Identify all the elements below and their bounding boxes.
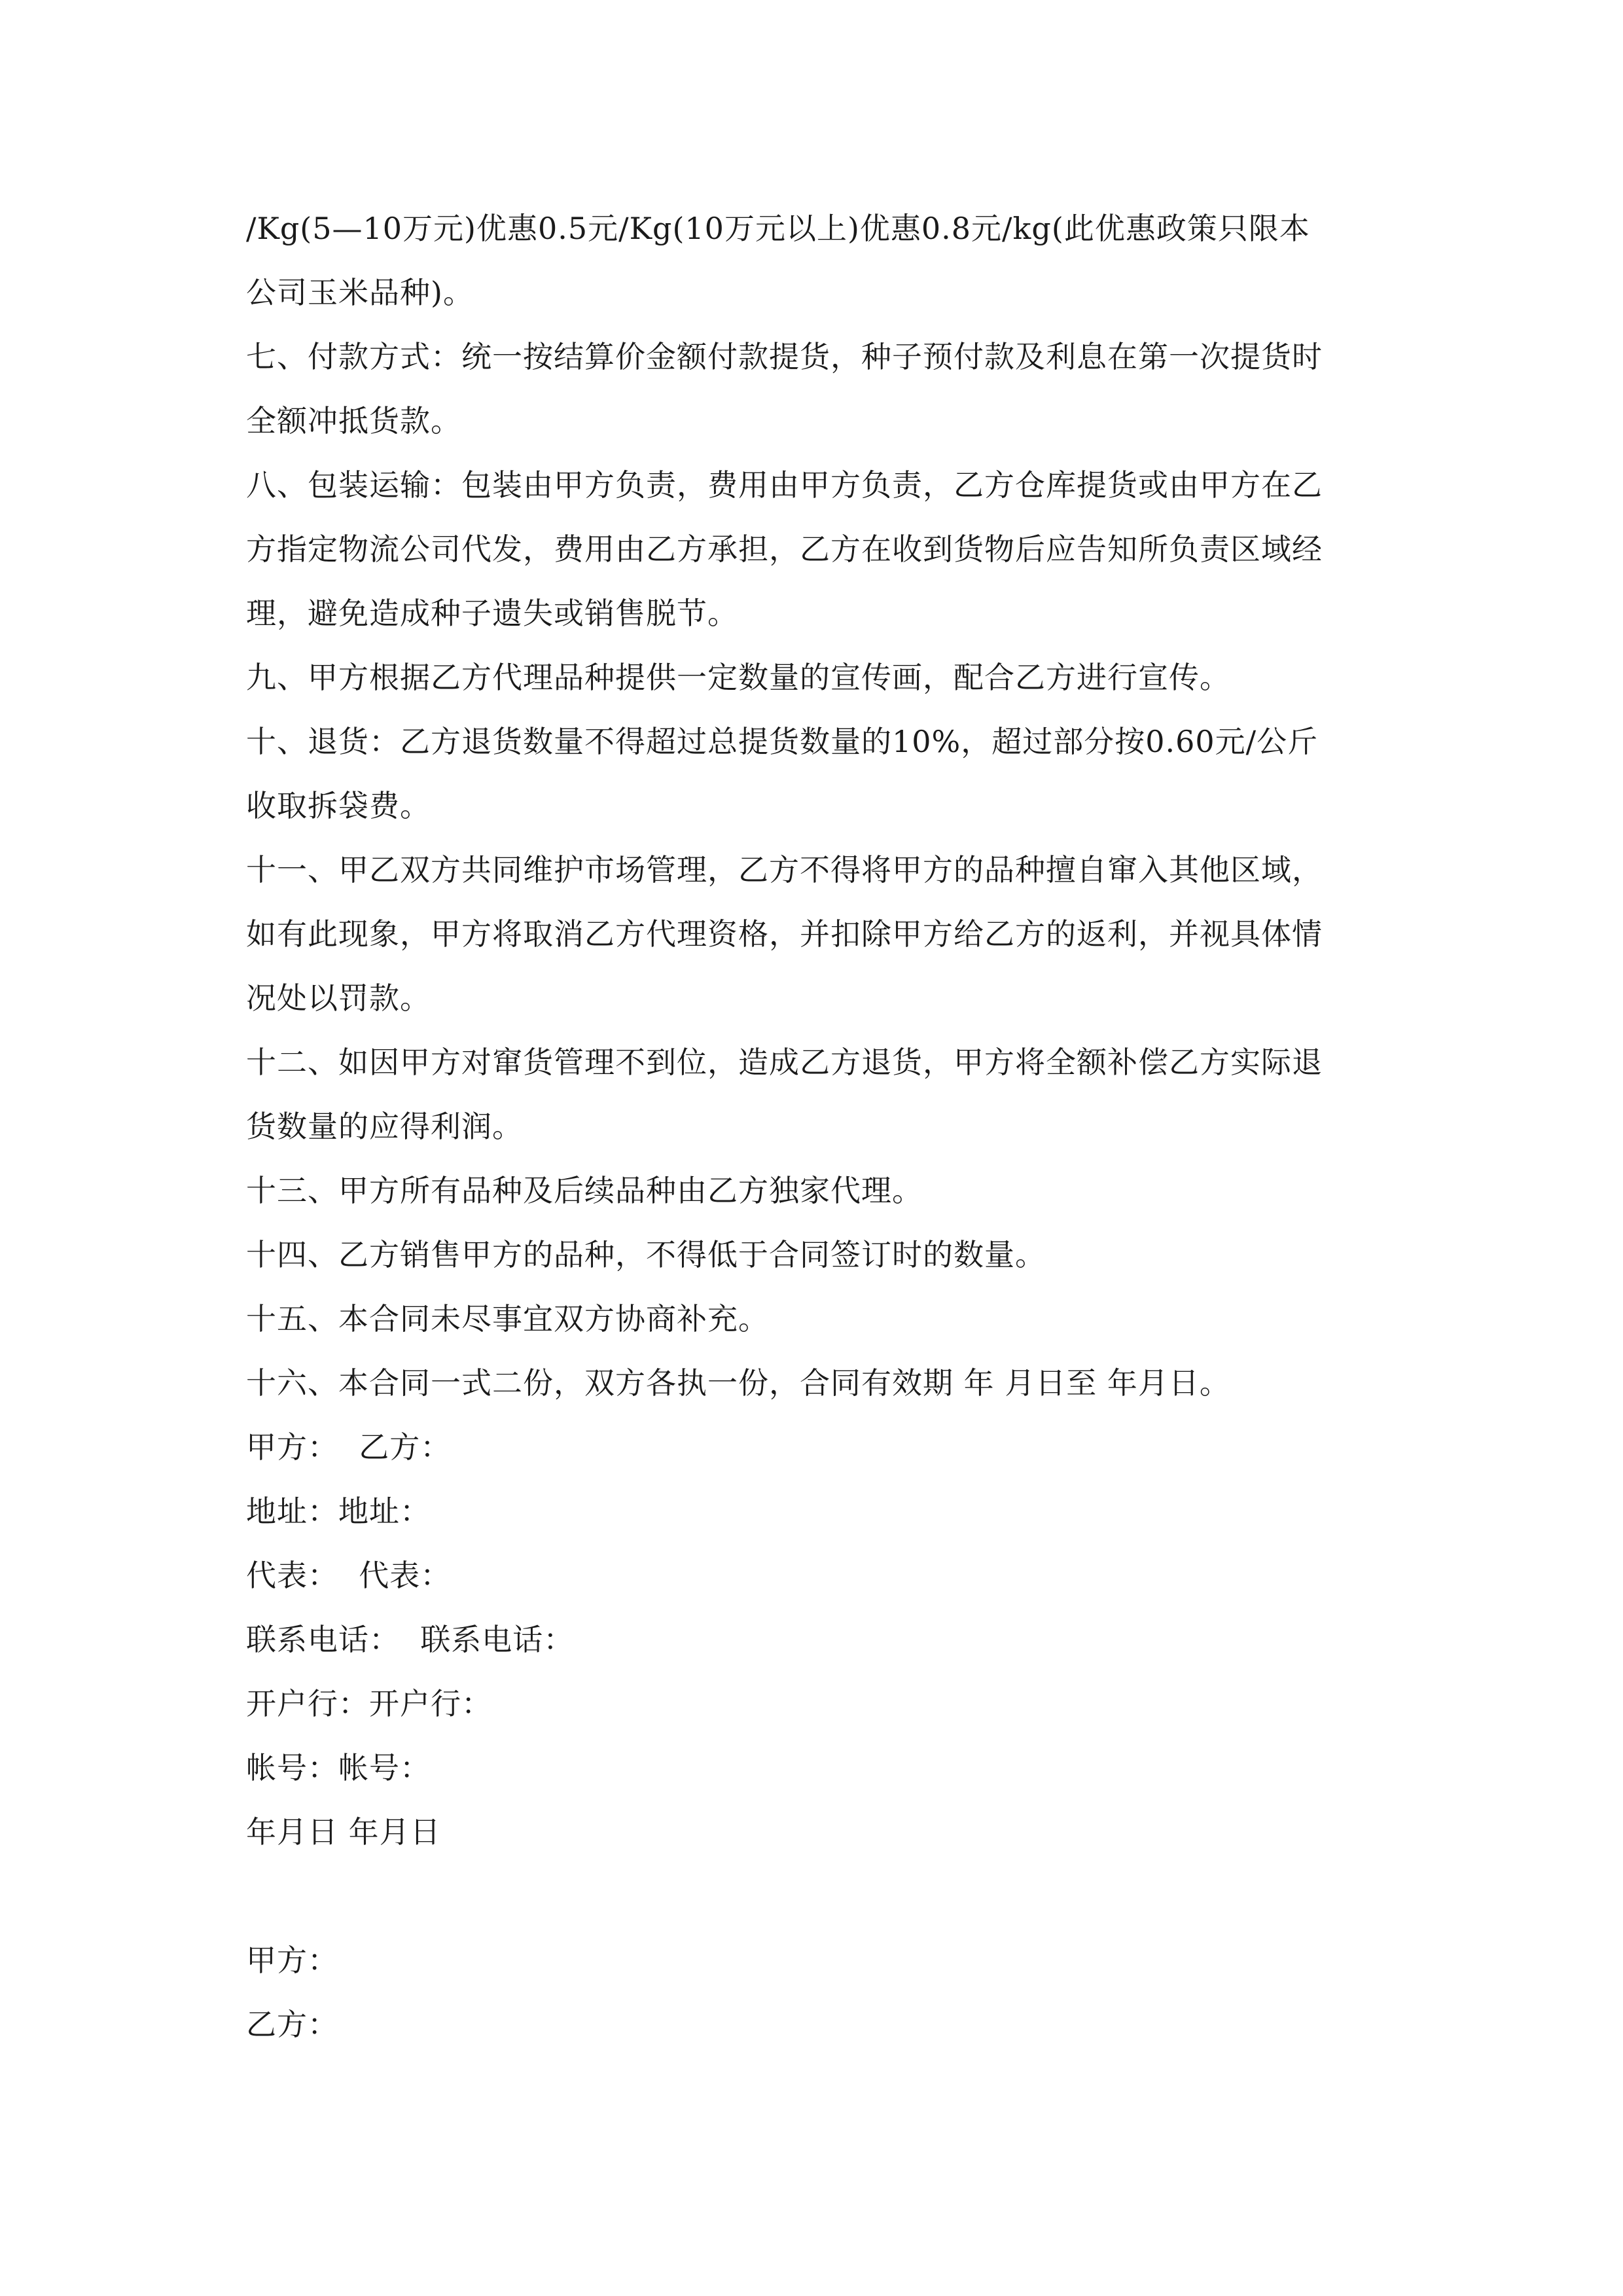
spacer (246, 1864, 1385, 1928)
text-line: 十六、本合同一式二份，双方各执一份，合同有效期 年 月日至 年月日。 (246, 1365, 1230, 1401)
clause-16 (246, 1351, 1385, 1415)
text-line: 七、付款方式：统一按结算价金额付款提货，种子预付款及利息在第一次提货时 (246, 339, 1323, 374)
clause-12 (246, 1030, 1385, 1158)
text-line: 十四、乙方销售甲方的品种，不得低于合同签订时的数量。 (246, 1237, 1046, 1272)
clause-10 (246, 709, 1385, 838)
text-line: /Kg(5—10万元)优惠0.5元/Kg(10万元以上)优惠0.8元/kg(此优惠政策只限本 (246, 211, 1310, 246)
text-line: 况处以罚款。 (246, 980, 431, 1016)
footer-signatures (246, 1928, 1385, 2056)
clause-13 (246, 1158, 1385, 1223)
account-line: 帐号：帐号： (246, 1750, 431, 1785)
bank-line: 开户行：开户行： (246, 1686, 492, 1721)
text-line: 理，避免造成种子遗失或销售脱节。 (246, 596, 738, 631)
text-line: 如有此现象，甲方将取消乙方代理资格，并扣除甲方给乙方的返利，并视具体情 (246, 916, 1323, 952)
text-line: 十、退货：乙方退货数量不得超过总提货数量的10%，超过部分按0.60元/公斤 (246, 724, 1319, 759)
intro-paragraph (246, 196, 1385, 325)
date-line: 年月日 年月日 (246, 1814, 441, 1850)
text-line: 方指定物流公司代发，费用由乙方承担，乙方在收到货物后应告知所负责区域经 (246, 531, 1323, 567)
party-a-signature: 甲方： (246, 1943, 338, 1978)
clause-8 (246, 453, 1385, 645)
clause-14 (246, 1223, 1385, 1287)
clause-9 (246, 645, 1385, 709)
document-body (246, 196, 1385, 2056)
text-line: 货数量的应得利润。 (246, 1109, 523, 1144)
clause-11 (246, 838, 1385, 1030)
text-line: 收取拆袋费。 (246, 788, 431, 823)
party-names-line: 甲方： 乙方： (246, 1429, 452, 1465)
phone-line: 联系电话： 联系电话： (246, 1622, 575, 1657)
text-line: 十五、本合同未尽事宜双方协商补充。 (246, 1301, 769, 1336)
address-line: 地址：地址： (246, 1494, 431, 1529)
text-line: 十一、甲乙双方共同维护市场管理，乙方不得将甲方的品种擅自窜入其他区域， (246, 852, 1323, 888)
text-line: 九、甲方根据乙方代理品种提供一定数量的宣传画，配合乙方进行宣传。 (246, 660, 1230, 695)
text-line: 八、包装运输：包装由甲方负责，费用由甲方负责，乙方仓库提货或由甲方在乙 (246, 467, 1323, 503)
text-line: 十三、甲方所有品种及后续品种由乙方独家代理。 (246, 1173, 923, 1208)
text-line: 十二、如因甲方对窜货管理不到位，造成乙方退货，甲方将全额补偿乙方实际退 (246, 1045, 1323, 1080)
text-line: 全额冲抵货款。 (246, 403, 461, 439)
representative-line: 代表： 代表： (246, 1558, 452, 1593)
text-line: 公司玉米品种)。 (246, 275, 474, 310)
party-b-signature: 乙方： (246, 2007, 338, 2042)
clause-15 (246, 1287, 1385, 1351)
clause-7 (246, 325, 1385, 453)
signature-block (246, 1415, 1385, 1864)
